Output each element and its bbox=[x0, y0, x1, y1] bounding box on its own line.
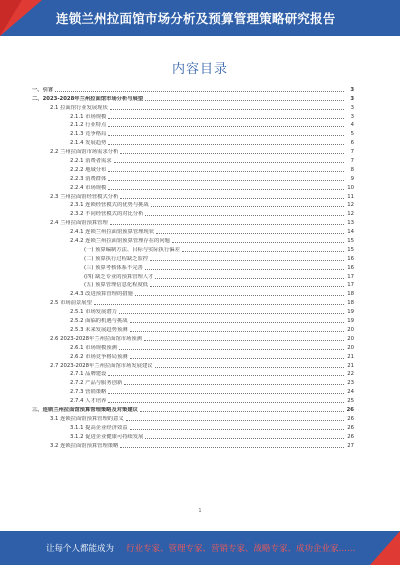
toc-leader-dots bbox=[135, 295, 344, 296]
header-banner bbox=[0, 0, 400, 36]
toc-leader-dots bbox=[108, 180, 344, 181]
toc-entry[interactable] bbox=[32, 235, 354, 244]
toc-leader-dots bbox=[108, 393, 344, 394]
toc-entry-title: 3.2 连锁拉面馆预算管理策略 bbox=[50, 442, 119, 449]
toc-entry-page: 20 bbox=[347, 335, 354, 342]
toc-leader-dots bbox=[108, 189, 344, 190]
toc-entry[interactable] bbox=[32, 191, 354, 200]
toc-leader-dots bbox=[145, 438, 344, 439]
toc-entry[interactable] bbox=[32, 128, 354, 137]
toc-leader-dots bbox=[110, 224, 344, 225]
toc-leader-dots bbox=[120, 198, 344, 199]
toc-entry-page: 25 bbox=[347, 398, 354, 405]
toc-entry[interactable] bbox=[32, 111, 354, 120]
toc-entry-page: 26 bbox=[347, 415, 354, 422]
toc-entry-page: 10 bbox=[347, 184, 354, 191]
toc-entry[interactable] bbox=[32, 182, 354, 191]
toc-entry[interactable] bbox=[32, 208, 354, 217]
toc-entry-page: 3 bbox=[350, 104, 354, 111]
toc-entry-title: 2.1.1 市场规模 bbox=[70, 113, 107, 120]
toc-leader-dots bbox=[130, 322, 344, 323]
toc-entry-page: 12 bbox=[347, 211, 354, 218]
toc-entry-page: 7 bbox=[350, 149, 354, 156]
toc-entry-title: 一、引言 bbox=[32, 86, 54, 93]
toc-entry[interactable] bbox=[32, 297, 354, 306]
toc-entry-page: 27 bbox=[347, 442, 354, 449]
toc-entry-page: 17 bbox=[347, 282, 354, 289]
toc-entry-title: 2.1.2 行业特点 bbox=[70, 122, 107, 129]
toc-leader-dots bbox=[155, 278, 344, 279]
toc-entry-title: 2.4.2 连锁兰州拉面馆预算管理存在的问题 bbox=[70, 238, 170, 245]
toc-entry-title: 2.5.1 市场发展潜力 bbox=[70, 309, 117, 316]
toc-leader-dots bbox=[182, 251, 344, 252]
toc-leader-dots bbox=[130, 429, 344, 430]
toc-entry-title: 2.5.3 未来发展趋势预测 bbox=[70, 326, 128, 333]
toc-entry-title: 2.2.1 消费者需求 bbox=[70, 158, 112, 165]
footer-slogan-tags: 行业专家、管理专家、营销专家、战略专家、成功企业家…… bbox=[126, 544, 356, 554]
toc-leader-dots bbox=[150, 260, 344, 261]
toc-entry-page: 18 bbox=[347, 291, 354, 298]
toc-leader-dots bbox=[130, 358, 344, 359]
toc-entry-page: 24 bbox=[347, 389, 354, 396]
toc-entry-title: 2.7.2 产品与服务创新 bbox=[70, 380, 123, 387]
toc-entry[interactable] bbox=[32, 395, 354, 404]
toc-entry-page: 13 bbox=[347, 220, 354, 227]
toc-leader-dots bbox=[114, 162, 344, 163]
toc-entry[interactable] bbox=[32, 155, 354, 164]
toc-entry-page: 5 bbox=[350, 131, 354, 138]
toc-entry[interactable] bbox=[32, 404, 354, 413]
toc-leader-dots bbox=[151, 206, 344, 207]
toc-entry[interactable] bbox=[32, 84, 354, 93]
footer-slogan-lead: 让每个人都能成为 bbox=[46, 544, 115, 554]
toc-entry-page: 14 bbox=[347, 229, 354, 236]
toc-entry-page: 9 bbox=[350, 175, 354, 182]
toc-leader-dots bbox=[130, 331, 344, 332]
toc-leader-dots bbox=[145, 269, 344, 270]
toc-entry[interactable] bbox=[32, 315, 354, 324]
toc-leader-dots bbox=[108, 402, 344, 403]
toc-entry-page: 17 bbox=[347, 273, 354, 280]
toc-leader-dots bbox=[55, 91, 344, 92]
toc-entry-title: 2.5 市场前景展望 bbox=[50, 300, 92, 307]
toc-entry[interactable] bbox=[32, 386, 354, 395]
toc-entry[interactable] bbox=[32, 226, 354, 235]
toc-entry-title: 2.6.1 市场规模预测 bbox=[70, 344, 117, 351]
toc-entry-page: 26 bbox=[347, 433, 354, 440]
toc-leader-dots bbox=[126, 420, 344, 421]
toc-entry[interactable] bbox=[32, 377, 354, 386]
toc-entry[interactable] bbox=[32, 351, 354, 360]
toc-leader-dots bbox=[150, 286, 344, 287]
toc-entry-page: 4 bbox=[350, 122, 354, 129]
toc-entry-title: 2.7.3 营销策略 bbox=[70, 389, 107, 396]
toc-entry[interactable] bbox=[32, 413, 354, 422]
toc-entry-page: 11 bbox=[347, 193, 354, 200]
toc-entry[interactable] bbox=[32, 262, 354, 271]
toc-entry[interactable] bbox=[32, 200, 354, 209]
toc-entry-title: 2.2 兰州拉面馆市场需求分析 bbox=[50, 149, 119, 156]
toc-leader-dots bbox=[145, 100, 344, 101]
toc-entry-title: (五) 预算管理信息化程度低 bbox=[84, 282, 149, 289]
toc-entry-title: 2.3.1 连锁经营模式的优势与挑战 bbox=[70, 202, 149, 209]
toc-entry[interactable] bbox=[32, 440, 354, 449]
toc-entry-title: 三、连锁兰州拉面馆预算管理策略及对策建议 bbox=[32, 406, 138, 413]
toc-leader-dots bbox=[108, 171, 344, 172]
toc-entry-title: 2.1.3 竞争格局 bbox=[70, 131, 107, 138]
toc-entry-title: 2.6.2 市场竞争格局预测 bbox=[70, 353, 128, 360]
toc-entry[interactable] bbox=[32, 271, 354, 280]
toc-entry[interactable] bbox=[32, 217, 354, 226]
toc-entry-title: 2.7 2023-2028年兰州拉面馆市场发展建议 bbox=[50, 362, 153, 369]
toc-entry-page: 26 bbox=[346, 406, 354, 413]
toc-entry[interactable] bbox=[32, 369, 354, 378]
toc-entry-page: 18 bbox=[347, 300, 354, 307]
toc-entry[interactable] bbox=[32, 280, 354, 289]
toc-entry-page: 19 bbox=[347, 309, 354, 316]
toc-leader-dots bbox=[110, 109, 344, 110]
toc-leader-dots bbox=[140, 411, 344, 412]
toc-entry-page: 3 bbox=[350, 86, 354, 93]
toc-leader-dots bbox=[155, 367, 344, 368]
toc-title: 内容目录 bbox=[171, 62, 228, 77]
footer-slogan bbox=[46, 542, 356, 554]
toc-entry[interactable] bbox=[32, 324, 354, 333]
toc-entry-page: 12 bbox=[347, 202, 354, 209]
toc-entry-title: 2.1.4 发展趋势 bbox=[70, 140, 107, 147]
toc-entry-page: 26 bbox=[347, 424, 354, 431]
toc-entry-title: (三) 预算考核体系不完善 bbox=[84, 264, 143, 271]
toc-leader-dots bbox=[144, 340, 344, 341]
toc-entry-title: 2.1 拉面馆行业发展现状 bbox=[50, 104, 108, 111]
toc-entry-title: 2.3 兰州拉面馆经营模式分析 bbox=[50, 193, 119, 200]
toc-entry-title: 2.7.4 人才培养 bbox=[70, 398, 107, 405]
toc-entry-title: 3.1 连锁拉面馆预算管理的意义 bbox=[50, 415, 124, 422]
toc-leader-dots bbox=[156, 233, 344, 234]
toc-entry-page: 7 bbox=[350, 158, 354, 165]
toc-entry-page: 3 bbox=[350, 95, 354, 102]
toc-entry-page: 16 bbox=[347, 255, 354, 262]
toc-leader-dots bbox=[145, 215, 344, 216]
toc-entry[interactable] bbox=[32, 288, 354, 297]
toc-entry-title: (一) 预算编制方法、目标与实际执行偏差 bbox=[84, 246, 180, 253]
footer-red-accent bbox=[370, 531, 400, 565]
toc-entry-title: 2.2.4 市场规模 bbox=[70, 184, 107, 191]
toc-entry-title: 2.7.1 品牌建设 bbox=[70, 371, 107, 378]
toc-entry-title: 二、2023-2028年兰州拉面馆市场分析与展望 bbox=[32, 95, 144, 102]
toc-entry-page: 19 bbox=[347, 318, 354, 325]
toc-entry-page: 15 bbox=[347, 246, 354, 253]
toc-entry[interactable] bbox=[32, 120, 354, 129]
toc-entry-title: 2.2.3 消费群体 bbox=[70, 175, 107, 182]
toc-leader-dots bbox=[119, 313, 344, 314]
table-of-contents bbox=[32, 84, 354, 494]
toc-entry-page: 22 bbox=[347, 371, 354, 378]
toc-entry[interactable] bbox=[32, 244, 354, 253]
toc-leader-dots bbox=[108, 375, 344, 376]
toc-entry[interactable] bbox=[32, 253, 354, 262]
toc-entry-page: 16 bbox=[347, 264, 354, 271]
toc-entry[interactable] bbox=[32, 342, 354, 351]
footer-banner bbox=[0, 531, 400, 565]
toc-entry-page: 23 bbox=[347, 380, 354, 387]
header-red-accent-dark bbox=[0, 0, 22, 36]
toc-leader-dots bbox=[108, 135, 344, 136]
toc-entry[interactable] bbox=[32, 164, 354, 173]
toc-entry-page: 8 bbox=[350, 166, 354, 173]
toc-entry-title: 2.4.3 改进预算管理的措施 bbox=[70, 291, 133, 298]
toc-entry-title: 2.2.2 地域分布 bbox=[70, 166, 107, 173]
toc-entry[interactable] bbox=[32, 360, 354, 369]
toc-entry-page: 6 bbox=[350, 140, 354, 147]
toc-leader-dots bbox=[172, 242, 344, 243]
toc-entry-title: (四) 缺乏专业的预算管理人才 bbox=[84, 273, 154, 280]
toc-entry[interactable] bbox=[32, 146, 354, 155]
toc-entry-title: 2.5.2 面临的机遇与挑战 bbox=[70, 318, 128, 325]
toc-entry[interactable] bbox=[32, 422, 354, 431]
toc-entry-title: 2.4 兰州拉面馆预算管理 bbox=[50, 220, 108, 227]
toc-leader-dots bbox=[120, 153, 344, 154]
toc-entry-title: 3.1.2 促进企业健康可持续发展 bbox=[70, 433, 144, 440]
toc-entry[interactable] bbox=[32, 137, 354, 146]
toc-entry[interactable] bbox=[32, 173, 354, 182]
toc-entry[interactable] bbox=[32, 102, 354, 111]
toc-entry-page: 20 bbox=[347, 326, 354, 333]
toc-entry-page: 21 bbox=[347, 353, 354, 360]
toc-entry-page: 21 bbox=[347, 362, 354, 369]
page-number: 1 bbox=[198, 508, 202, 514]
toc-entry-title: 3.1.1 提高企业经济效益 bbox=[70, 424, 128, 431]
toc-entry[interactable] bbox=[32, 93, 354, 102]
toc-leader-dots bbox=[108, 118, 344, 119]
toc-leader-dots bbox=[108, 144, 344, 145]
toc-entry-title: 2.4.1 连锁兰州拉面馆预算管理现状 bbox=[70, 229, 155, 236]
toc-entry-page: 20 bbox=[347, 344, 354, 351]
toc-leader-dots bbox=[120, 447, 344, 448]
toc-entry[interactable] bbox=[32, 333, 354, 342]
toc-entry-page: 3 bbox=[350, 113, 354, 120]
toc-leader-dots bbox=[124, 384, 344, 385]
toc-entry-title: (二) 预算执行过程缺乏监控 bbox=[84, 255, 149, 262]
toc-leader-dots bbox=[108, 126, 344, 127]
toc-entry-page: 15 bbox=[347, 238, 354, 245]
toc-entry-title: 2.6 2023-2028年兰州拉面馆市场预测 bbox=[50, 335, 142, 342]
toc-entry-title: 2.3.2 不同经营模式的对比分析 bbox=[70, 211, 144, 218]
toc-leader-dots bbox=[94, 304, 344, 305]
report-title: 连锁兰州拉面馆市场分析及预算管理策略研究报告 bbox=[56, 11, 336, 26]
toc-leader-dots bbox=[119, 349, 344, 350]
toc-entry[interactable] bbox=[32, 306, 354, 315]
toc-entry[interactable] bbox=[32, 431, 354, 440]
